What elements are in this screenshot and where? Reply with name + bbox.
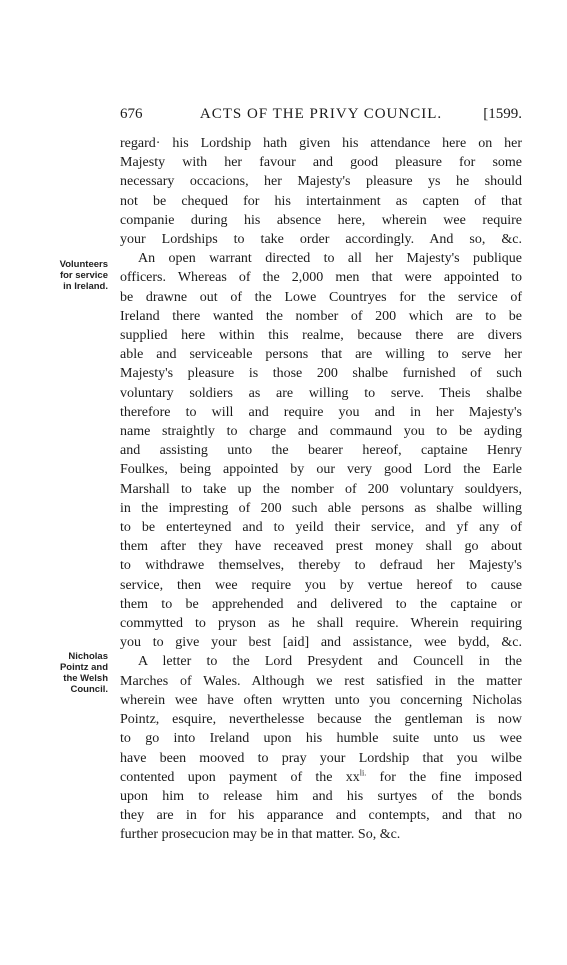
page-title: ACTS OF THE PRIVY COUNCIL. bbox=[199, 106, 443, 122]
paragraph-warrant: An open warrant directed to all her Majesty's publique officers. Whereas of the 2,000 men that were appointed to be drawne out of the Lowe Countryes for the service of Ireland there wanted the nomber of 200 which are to be supplied here within this realme, because there are divers able and serviceable persons that are willing to serve her Majesty's pleasure is those 200 shalbe furnished of such voluntary soldiers as are willing to serve. Theis shalbe therefore to will and require you and in her Majesty's name straightly to charge and commaund you to be ayding and assisting unto the bearer hereof, captaine Henry Foulkes, being appointed by our very good Lord the Earle Marshall to take up the nomber of 200 voluntary souldyers, in the impresting of 200 such able persons as shalbe willing to be enterteyned and to yeild their service, and yf any of them after they have receaved prest money shall go about to withdrawe themselves, thereby to defraud her Majesty's service, then wee require you by vertue hereof to cause them to be apprehended and delivered to the captaine or commytted to pryson as he shall require. Wherein requiring you to give your best [aid] and assistance, wee bydd, &c. bbox=[120, 251, 522, 651]
line-with-superscript: contented upon payment of the $xx^{li.}$ for the fine imposed bbox=[120, 768, 522, 785]
margin-note-pointz: Nicholas Pointz and the Welsh Council. bbox=[59, 651, 108, 695]
body-text bbox=[120, 134, 522, 845]
page-number: 676 bbox=[120, 106, 143, 122]
superscript-li: li. bbox=[359, 768, 367, 778]
paragraph-letter: A letter to the Lord Presydent and Councell in the Marches of Wales. Although we rest satisfied in the matter wherein wee have often wrytten unto you concerning Nicholas Pointz, esquire, neverthelesse because the gentleman is now to go into Ireland upon his humble suite unto us wee have been mooved to pray your Lordship that you wilbe contented upon payment of the $xx^{li.}$ for the fine imposed upon him to release him and his surtyes of the bonds they are in for his apparance and contempts, and that no further prosecucion may be in that matter. So, &c. bbox=[120, 654, 522, 843]
paragraph-continuation: regard· his Lordship hath given his attendance here on her Majesty with her favour and good pleasure for some necessary occacions, her Majesty's pleasure ys he should not be chequed for his intertainment as capten of that companie during his absence here, wherein wee require your Lordships to take order accordingly. And so, &c. bbox=[120, 136, 522, 248]
page-year: [1599. bbox=[483, 106, 522, 122]
running-header bbox=[120, 106, 522, 126]
margin-note-volunteers: Volunteers for service in Ireland. bbox=[59, 259, 108, 292]
